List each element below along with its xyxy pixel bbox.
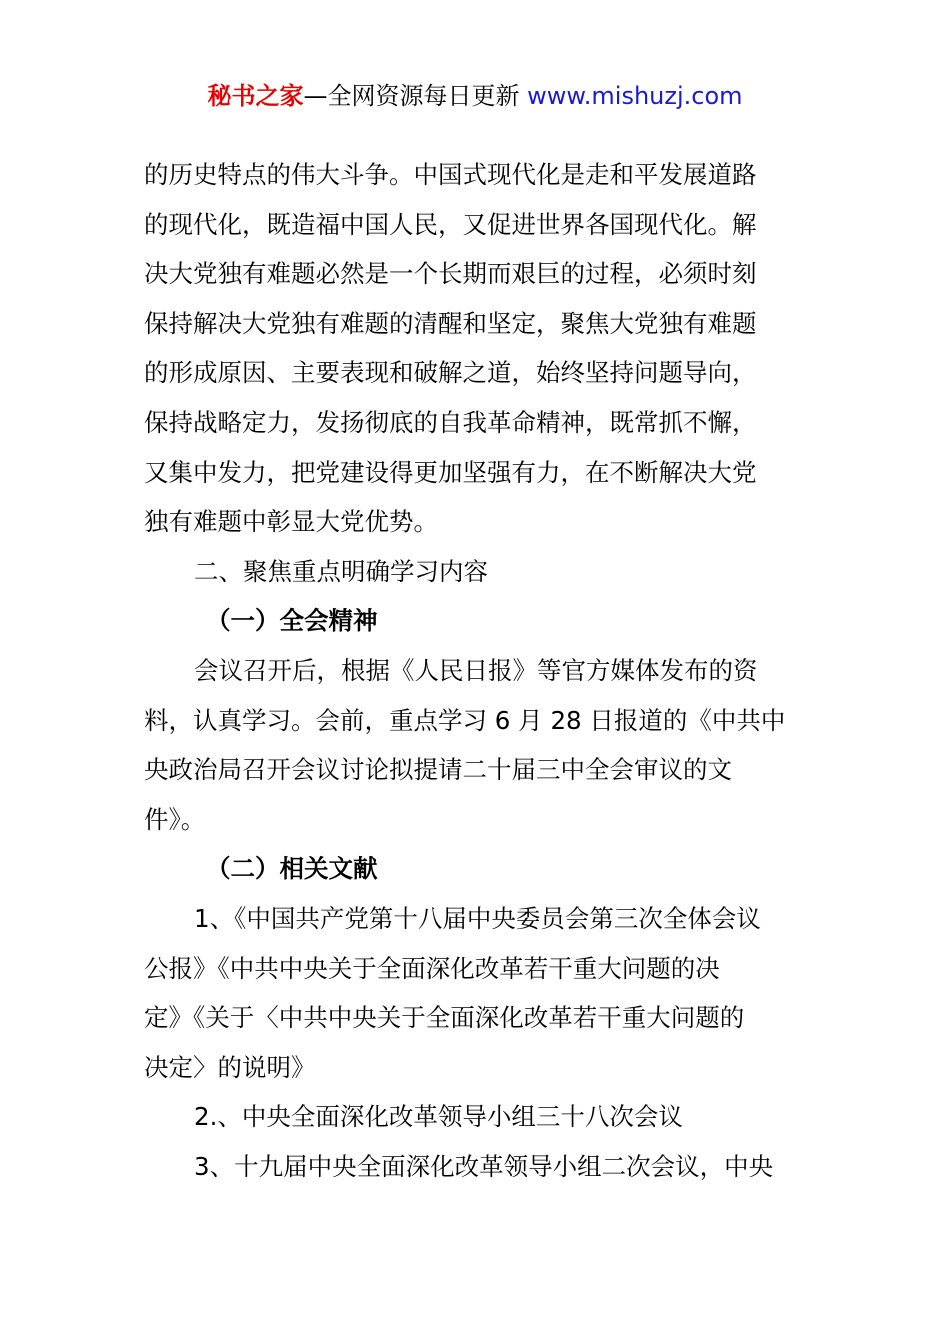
document-body <box>144 150 810 1191</box>
brand-name: 秘书之家 <box>207 82 304 110</box>
text-line: 件》。 <box>144 804 206 834</box>
text-line: 保持战略定力，发扬彻底的自我革命精神，既常抓不懈， <box>144 407 757 437</box>
list-item: 3、十九届中央全面深化改革领导小组二次会议，中央 <box>194 1151 774 1181</box>
text-line: 保持解决大党独有难题的清醒和坚定，聚焦大党独有难题 <box>144 308 757 338</box>
site-url[interactable]: www.mishuzj.com <box>527 82 743 110</box>
page-header <box>0 78 950 114</box>
section-heading: 二、聚焦重点明确学习内容 <box>194 556 488 586</box>
text-line: 的历史特点的伟大斗争。中国式现代化是走和平发展道路 <box>144 160 757 189</box>
text-line: 定》《关于〈中共中央关于全面深化改革若干重大问题的 <box>144 1003 745 1033</box>
subsection-heading: （二）相关文献 <box>206 854 378 884</box>
list-item: 2.、中央全面深化改革领导小组三十八次会议 <box>194 1102 683 1132</box>
text-line: 的形成原因、主要表现和破解之道，始终坚持问题导向， <box>144 358 757 388</box>
text-line: 又集中发力，把党建设得更加坚强有力，在不断解决大党 <box>144 457 757 487</box>
text-line: 的现代化，既造福中国人民，又促进世界各国现代化。解 <box>144 209 757 239</box>
text-line: 公报》《中共中央关于全面深化改革若干重大问题的决 <box>144 953 720 983</box>
text-line: 央政治局召开会议讨论拟提请二十届三中全会审议的文 <box>144 755 732 785</box>
text-line: 独有难题中彰显大党优势。 <box>144 507 438 537</box>
subsection-heading: （一）全会精神 <box>206 606 378 636</box>
text-line: 决定〉的说明》 <box>144 1052 316 1082</box>
text-line: 会议召开后，根据《人民日报》等官方媒体发布的资 <box>194 655 758 685</box>
text-line: 料，认真学习。会前，重点学习 6 月 28 日报道的《中共中 <box>144 705 786 735</box>
header-tagline: —全网资源每日更新 <box>303 82 520 110</box>
text-line: 决大党独有难题必然是一个长期而艰巨的过程，必须时刻 <box>144 259 757 289</box>
list-item: 1、《中国共产党第十八届中央委员会第三次全体会议 <box>194 903 761 933</box>
